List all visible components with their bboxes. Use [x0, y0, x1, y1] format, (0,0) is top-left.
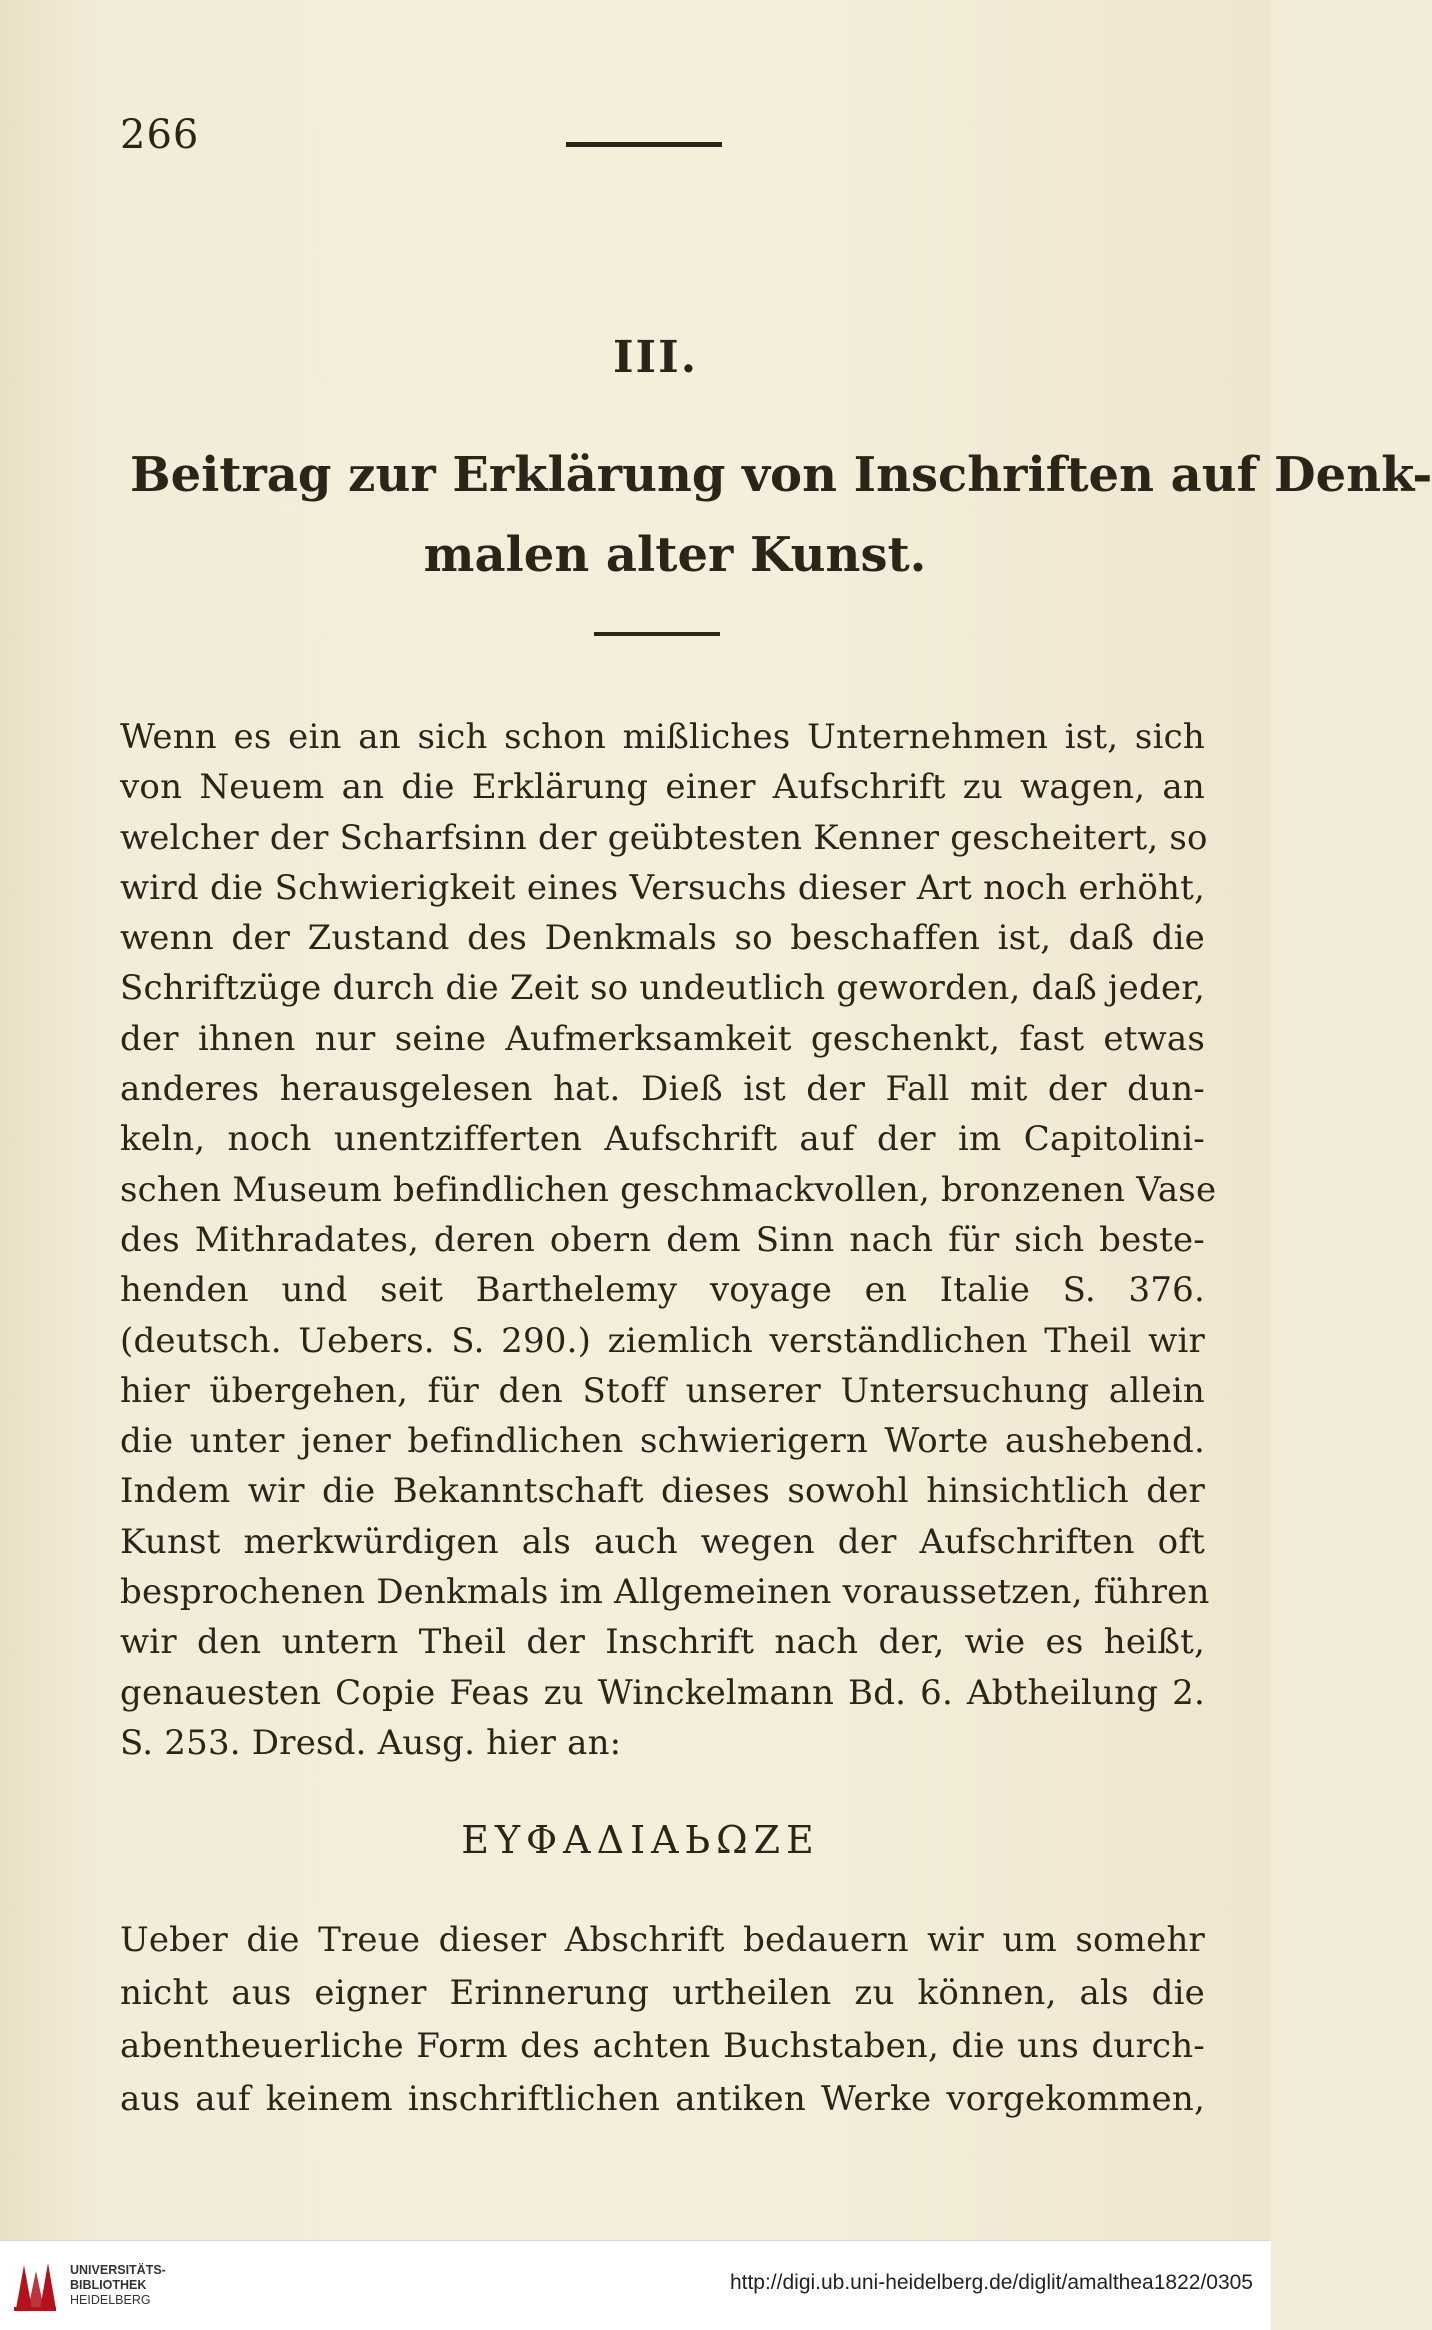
- text-line: die unter jener befindlichen schwierigern Worte aushebend.: [120, 1421, 1205, 1462]
- article-title: [130, 435, 1432, 595]
- text-line: Kunst merkwürdigen als auch wegen der Aufschriften oft: [120, 1521, 1205, 1562]
- text-line: Ueber die Treue dieser Abschrift bedauern wir um somehr: [120, 1920, 1205, 1960]
- viewer-footer: [0, 2240, 1271, 2330]
- title-line: Beitrag zur Erklärung von Inschriften auf Denk-: [130, 447, 1432, 503]
- text-line: wenn der Zustand des Denkmals so beschaffen ist, daß die: [120, 918, 1205, 959]
- text-line: hier übergehen, für den Stoff unserer Untersuchung allein: [120, 1370, 1205, 1411]
- body-paragraph-2: [120, 1914, 1205, 2126]
- text-line: des Mithradates, deren obern dem Sinn nach für sich beste-: [120, 1219, 1205, 1260]
- text-line: Schriftzüge durch die Zeit so undeutlich geworden, daß jeder,: [120, 968, 1205, 1009]
- text-line: schen Museum befindlichen geschmackvollen, bronzenen Vase: [120, 1169, 1217, 1210]
- text-line: Indem wir die Bekanntschaft dieses sowohl hinsichtlich der: [120, 1471, 1205, 1512]
- text-line: anderes herausgelesen hat. Dieß ist der Fall mit der dun-: [120, 1069, 1205, 1110]
- logo-line: BIBLIOTHEK: [70, 2278, 147, 2292]
- body-paragraph-1: [120, 712, 1217, 1768]
- section-number: III.: [612, 332, 699, 383]
- text-line: henden und seit Barthelemy voyage en Italie S. 376.: [120, 1270, 1205, 1311]
- text-line: aus auf keinem inschriftlichen antiken Werke vorgekommen,: [120, 2079, 1205, 2119]
- university-seal-icon: [12, 2257, 58, 2313]
- text-line: wird die Schwierigkeit eines Versuchs dieser Art noch erhöht,: [120, 867, 1205, 908]
- source-url-link[interactable]: http://digi.ub.uni-heidelberg.de/diglit/amalthea1822/0305: [729, 2271, 1253, 2294]
- title-line: malen alter Kunst.: [423, 527, 927, 583]
- text-line: wir den untern Theil der Inschrift nach der, wie es heißt,: [120, 1622, 1205, 1663]
- text-line: genauesten Copie Feas zu Winckelmann Bd. 6. Abtheilung 2.: [120, 1672, 1205, 1713]
- text-line: welcher der Scharfsinn der geübtesten Kenner gescheitert, so: [120, 817, 1208, 858]
- text-line: (deutsch. Uebers. S. 290.) ziemlich verständlichen Theil wir: [120, 1320, 1205, 1361]
- header-rule: [566, 142, 722, 147]
- page-number: 266: [120, 112, 200, 158]
- text-line: keln, noch unentzifferten Aufschrift auf der im Capitolini-: [120, 1119, 1205, 1160]
- text-line: von Neuem an die Erklärung einer Aufschrift zu wagen, an: [120, 767, 1205, 808]
- title-rule: [594, 632, 720, 636]
- text-line: abentheuerliche Form des achten Buchstaben, die uns durch-: [120, 2026, 1205, 2066]
- text-line: nicht aus eigner Erinnerung urtheilen zu können, als die: [120, 1973, 1205, 2013]
- logo-line: UNIVERSITÄTS-: [70, 2263, 166, 2277]
- text-line: S. 253. Dresd. Ausg. hier an:: [120, 1722, 622, 1763]
- text-line: der ihnen nur seine Aufmerksamkeit geschenkt, fast etwas: [120, 1018, 1205, 1059]
- logo-line: HEIDELBERG: [70, 2293, 151, 2307]
- text-line: besprochenen Denkmals im Allgemeinen voraussetzen, führen: [120, 1572, 1210, 1613]
- text-line: Wenn es ein an sich schon mißliches Unternehmen ist, sich: [120, 717, 1205, 757]
- greek-inscription: ΕΥΦΑΔΙΑЬΩΖΕ: [461, 1818, 820, 1862]
- library-logo-text: [70, 2263, 166, 2308]
